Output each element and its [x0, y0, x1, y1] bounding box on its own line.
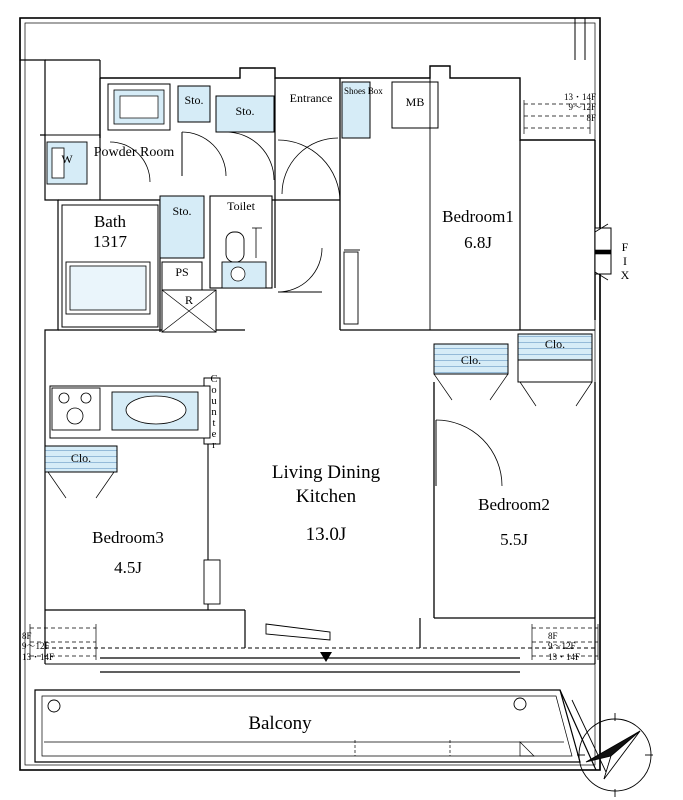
- room-area-ldk: 13.0J: [305, 524, 347, 545]
- label-closet-mid: Clo.: [460, 353, 482, 367]
- room-label-bedroom1: Bedroom1: [442, 207, 514, 226]
- floor-note-bottom-left: 8F 9〜12F 13・14F: [22, 631, 55, 662]
- room-label-ldk-line1: Living Dining: [271, 462, 381, 483]
- label-sto-3: Sto.: [172, 204, 192, 218]
- label-w: W: [61, 152, 73, 166]
- compass-icon: [577, 713, 653, 797]
- room-area-bedroom3: 4.5J: [114, 558, 142, 577]
- label-r: R: [184, 293, 193, 307]
- label-ps: PS: [175, 265, 189, 279]
- room-label-bedroom2: Bedroom2: [478, 495, 550, 514]
- label-counter: Counter: [208, 373, 220, 451]
- label-closet-right: Clo.: [544, 337, 566, 351]
- room-area-bedroom1: 6.8J: [464, 233, 492, 252]
- room-area-bedroom2: 5.5J: [500, 530, 528, 549]
- label-sto-1: Sto.: [184, 93, 204, 107]
- label-closet-left: Clo.: [70, 451, 92, 465]
- label-entrance: Entrance: [289, 91, 333, 105]
- label-toilet: Toilet: [227, 199, 255, 213]
- floor-note-bottom-right: 8F 9〜12F 13・14F: [548, 631, 581, 662]
- label-fix: F I X: [620, 240, 630, 283]
- label-powder-room-1: Powder Room: [93, 145, 175, 160]
- label-mb: MB: [405, 95, 425, 109]
- room-label-ldk-line2: Kitchen: [295, 486, 357, 507]
- label-bath: Bath: [93, 212, 127, 231]
- label-sto-2: Sto.: [235, 104, 255, 118]
- floor-note-top-right: 13・14F 9〜12F 8F: [563, 92, 596, 123]
- label-bath-size: 1317: [93, 232, 127, 251]
- label-shoes-box: Shoes Box: [344, 86, 383, 96]
- room-label-bedroom3: Bedroom3: [92, 528, 164, 547]
- label-balcony: Balcony: [248, 713, 312, 734]
